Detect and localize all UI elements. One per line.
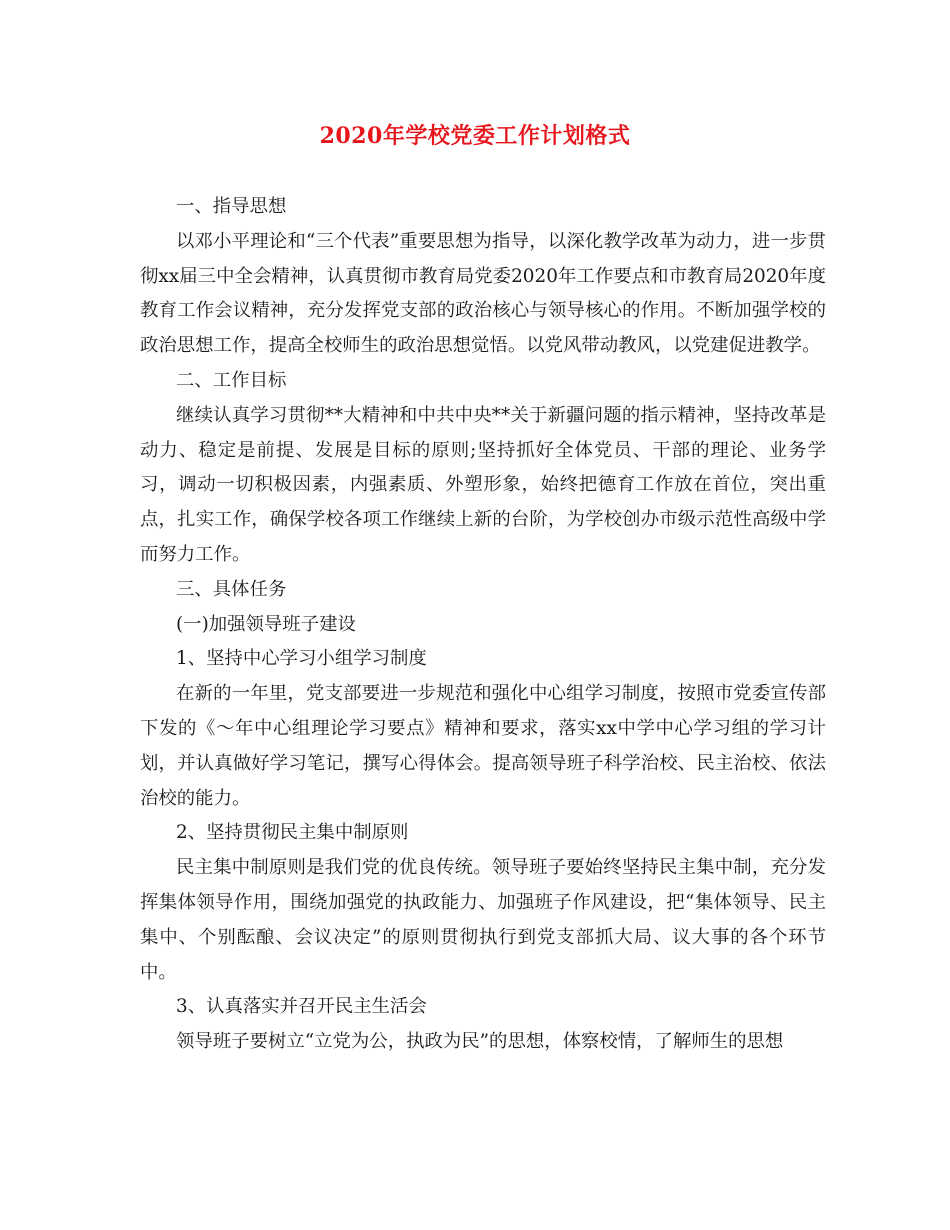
paragraph-democratic-life-meeting: 领导班子要树立“立党为公，执政为民”的思想，体察校情，了解师生的思想 — [176, 1031, 784, 1053]
item-heading-democratic-life-meeting: 3、认真落实并召开民主生活会 — [176, 996, 427, 1018]
section-heading-guiding-ideology: 一、指导思想 — [176, 196, 287, 217]
item-heading-democratic-centralism: 2、坚持贯彻民主集中制原则 — [176, 822, 409, 844]
paragraph-guiding-ideology: 以邓小平理论和“三个代表”重要思想为指导，以深化教学改革为动力，进一步贯彻xx届三中全会精神，认真贯彻市教育局党委2020年工作要点和市教育局2020年度教育工作会议精神，充分发挥党支部的政治核心与领导核心的作用。不断加强学校的政治思想工作，提高全校师生的政治思想觉悟。以党风带动教风，以党建促进教学。 — [140, 230, 826, 357]
document-title: 2020年学校党委工作计划格式 — [319, 123, 631, 149]
item-heading-study-group: 1、坚持中心学习小组学习制度 — [176, 648, 427, 670]
section-heading-specific-tasks: 三、具体任务 — [176, 578, 287, 600]
paragraph-study-group: 在新的一年里，党支部要进一步规范和强化中心组学习制度，按照市党委宣传部下发的《～年中心组理论学习要点》精神和要求，落实xx中学中心学习组的学习计划，并认真做好学习笔记，撰写心得体会。提高领导班子科学治校、民主治校、依法治校的能力。 — [140, 683, 826, 809]
paragraph-democratic-centralism: 民主集中制原则是我们党的优良传统。领导班子要始终坚持民主集中制，充分发挥集体领导作用，围绕加强党的执政能力、加强班子作风建设，把“集体领导、民主集中、个别酝酿、会议决定”的原则贯彻执行到党支部抓大局、议大事的各个环节中。 — [140, 857, 826, 983]
paragraph-work-goals: 继续认真学习贯彻**大精神和中共中央**关于新疆问题的指示精神，坚持改革是动力、稳定是前提、发展是目标的原则;坚持抓好全体党员、干部的理论、业务学习，调动一切积极因素，内强素质、外塑形象，始终把德育工作放在首位，突出重点，扎实工作，确保学校各项工作继续上新的台阶，为学校创办市级示范性高级中学而努力工作。 — [140, 404, 826, 565]
subsection-heading-leadership: (一)加强领导班子建设 — [176, 613, 356, 635]
document-body — [140, 190, 826, 1060]
section-heading-work-goals: 二、工作目标 — [176, 369, 287, 391]
